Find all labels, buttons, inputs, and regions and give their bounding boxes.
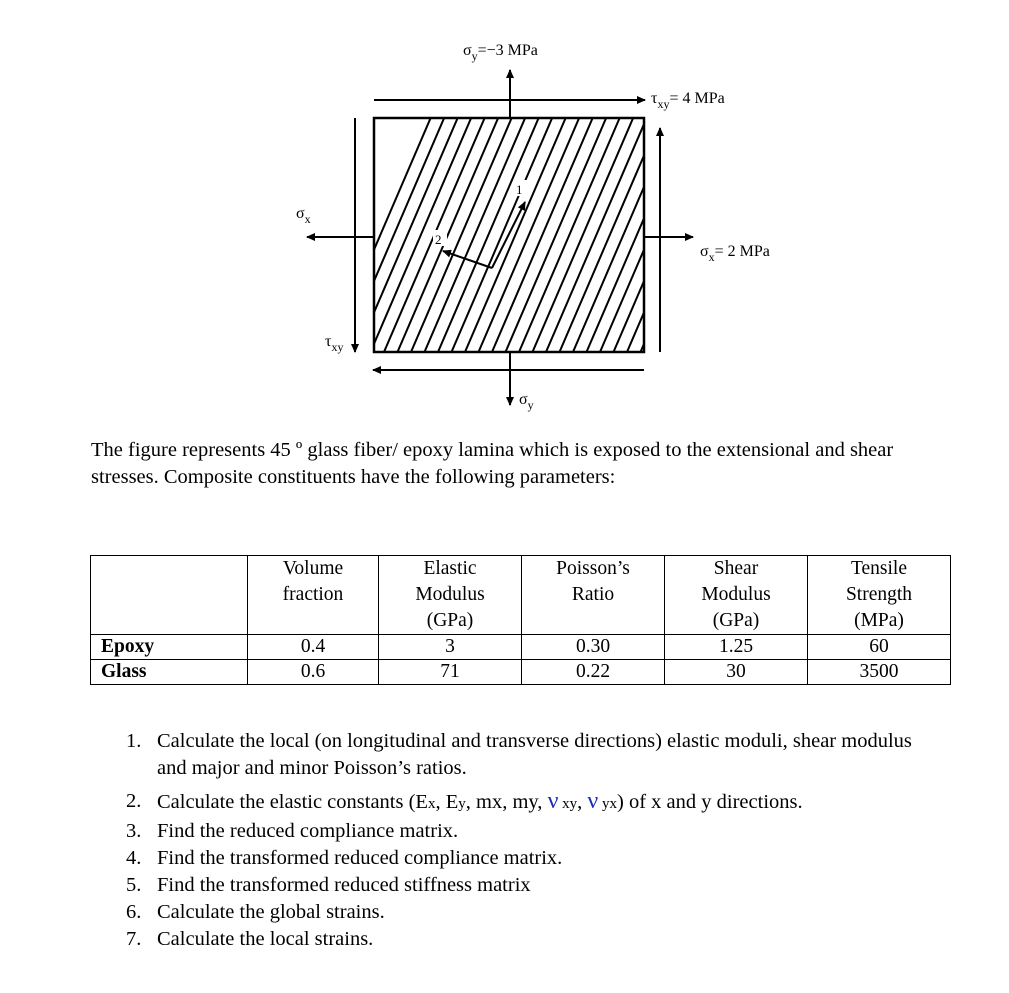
- fiber-line: [533, 118, 634, 352]
- fiber-line: [438, 118, 539, 352]
- row-name: Glass: [91, 660, 248, 685]
- cell-shear-modulus: 30: [665, 660, 808, 685]
- task-item: 2. Calculate the elastic constants (Ex, Ey, mx, my, ν xy, ν yx) of x and y directions.: [126, 788, 803, 814]
- fiber-line: [614, 118, 715, 352]
- table-header-elastic-modulus: Elastic Modulus (GPa): [379, 556, 522, 635]
- fiber-line: [519, 118, 620, 352]
- tau-xy-right-label: $\tau_{xy}= 4$ MPa: [651, 90, 725, 111]
- table-header-blank: [91, 556, 248, 635]
- fiber-line: [371, 118, 472, 352]
- constituent-properties-table: [90, 555, 951, 685]
- task-item: 5. Find the transformed reduced stiffness matrix: [126, 874, 531, 896]
- row-name: Epoxy: [91, 635, 248, 660]
- fiber-line: [492, 118, 593, 352]
- intro-paragraph: The figure represents 45 º glass fiber/ epoxy lamina which is exposed to the extensional and shear stresses. Composite constituents have the following parameters:: [91, 439, 894, 488]
- cell-tensile-strength: 60: [808, 635, 951, 660]
- task-item: 3. Find the reduced compliance matrix.: [126, 820, 459, 842]
- fiber-line: [654, 118, 755, 352]
- task-item: 7. Calculate the local strains.: [126, 928, 374, 950]
- cell-elastic-modulus: 71: [379, 660, 522, 685]
- task-item: 6. Calculate the global strains.: [126, 901, 385, 923]
- sigma-y-top-label: $\sigma_y=-3$ MPa: [463, 42, 538, 63]
- fiber-hatching: [330, 118, 755, 352]
- fiber-line: [506, 118, 607, 352]
- table-header-tensile-strength: Tensile Strength (MPa): [808, 556, 951, 635]
- axis-2-label: 2: [435, 232, 442, 247]
- table-header-poisson-ratio: Poisson’s Ratio: [522, 556, 665, 635]
- fiber-line: [627, 118, 728, 352]
- fiber-line: [344, 118, 445, 352]
- fiber-line: [411, 118, 512, 352]
- table-row-epoxy: [91, 635, 951, 660]
- task-list: [126, 728, 926, 953]
- sigma-x-left-label: $\sigma_x$: [296, 205, 311, 226]
- table-row-glass: [91, 660, 951, 685]
- task-item: 4. Find the transformed reduced compliance matrix.: [126, 847, 563, 869]
- sigma-x-right-label: $\sigma_x= 2$ MPa: [700, 243, 770, 264]
- fiber-line: [600, 118, 701, 352]
- cell-tensile-strength: 3500: [808, 660, 951, 685]
- tau-xy-left-label: $\tau_{xy}$: [325, 333, 344, 354]
- fiber-line: [398, 118, 499, 352]
- axis-1-label: 1: [516, 182, 523, 197]
- cell-poisson-ratio: 0.30: [522, 635, 665, 660]
- table-header-shear-modulus: Shear Modulus (GPa): [665, 556, 808, 635]
- cell-poisson-ratio: 0.22: [522, 660, 665, 685]
- fiber-line: [587, 118, 688, 352]
- sigma-y-bottom-label: $\sigma_y$: [519, 391, 534, 412]
- axis-1-arrow: [492, 202, 525, 268]
- task-item: 1. Calculate the local (on longitudinal and transverse directions) elastic moduli, shear modulus and major and minor Poisson’s ratios.: [126, 730, 912, 779]
- fiber-line: [452, 118, 553, 352]
- fiber-line: [330, 118, 431, 352]
- stress-element-figure: [0, 0, 1009, 430]
- fiber-line: [479, 118, 580, 352]
- cell-volume-fraction: 0.6: [248, 660, 379, 685]
- cell-elastic-modulus: 3: [379, 635, 522, 660]
- fiber-line: [573, 118, 674, 352]
- table-header-row: [91, 556, 951, 635]
- fiber-line: [465, 118, 566, 352]
- cell-volume-fraction: 0.4: [248, 635, 379, 660]
- fiber-line: [641, 118, 742, 352]
- table-header-volume-fraction: Volume fraction: [248, 556, 379, 635]
- cell-shear-modulus: 1.25: [665, 635, 808, 660]
- fiber-line: [546, 118, 647, 352]
